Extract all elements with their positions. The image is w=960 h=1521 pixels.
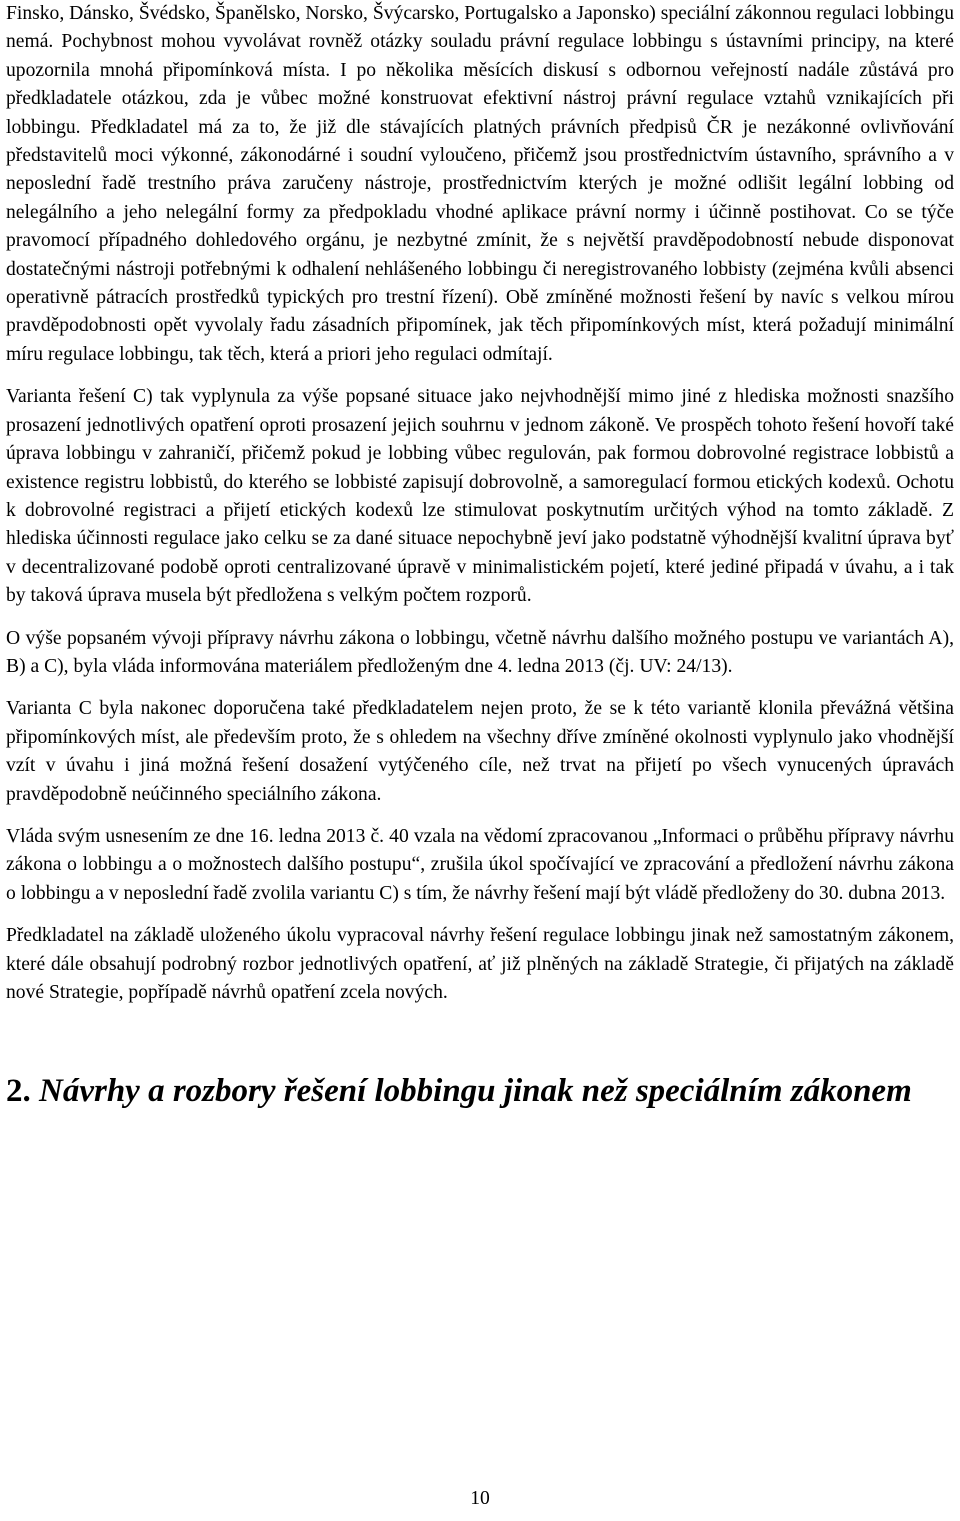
paragraph-5: Vláda svým usnesením ze dne 16. ledna 2013 č. 40 vzala na vědomí zpracovanou „Informaci o průběhu přípravy návrhu zákona o lobbingu a o možnostech dalšího postupu“, zrušila úkol spočívající ve zpracování a předložení návrhu zákona o lobbingu a v neposlední řadě zvolila variantu C) s tím, že návrhy řešení mají být vládě předloženy do 30. dubna 2013. (6, 825, 954, 904)
paragraph-1: Finsko, Dánsko, Švédsko, Španělsko, Norsko, Švýcarsko, Portugalsko a Japonsko) speciální zákonnou regulaci lobbingu nemá. Pochybnost mohou vyvolávat rovněž otázky souladu právní regulace lobbingu s ústavními principy, na které upozornila mnohá připomínková místa. I po několika měsících diskusí s odbornou veřejností nadále zůstává pro předkladatele otázkou, zda je vůbec možné konstruovat efektivní nástroj právní regulace vztahů vznikajících při lobbingu. Předkladatel má za to, že již dle stávajících platných právních předpisů ČR je nezákonné ovlivňování představitelů moci výkonné, zákonodárné i soudní vyloučeno, přičemž jsou prostřednictvím ústavního, správního a v neposlední řadě trestního práva zaručeny nástroje, prostřednictvím kterých je možné odlišit legální lobbing od nelegálního a jeho nelegální formy za předpokladu vhodné aplikace právní normy i účinně postihovat. Co se týče pravomocí případného dohledového orgánu, je nezbytné zmínit, že s největší pravděpodobností nebude disponovat dostatečnými nástroji potřebnými k odhalení nehlášeného lobbingu či neregistrovaného lobbisty (zejména kvůli absenci operativně pátracích prostředků typických pro trestní řízení). Obě zmíněné možnosti řešení by navíc s velkou mírou pravděpodobnosti opět vyvolaly řadu zásadních připomínek, jak těch připomínkových míst, která požadují minimální míru regulace lobbingu, tak těch, která a priori jeho regulaci odmítají. (6, 3, 955, 365)
section-title: Návrhy a rozbory řešení lobbingu jinak než speciálním zákonem (39, 1073, 912, 1110)
document-page (6, 0, 954, 1111)
section-heading (6, 1071, 954, 1111)
paragraph-2: Varianta řešení C) tak vyplynula za výše popsané situace jako nejvhodnější mimo jiné z hlediska možnosti snazšího prosazení jednotlivých opatření oproti prosazení jejich souhrnu v jednom zákoně. Ve prospěch tohoto řešení hovoří také úprava lobbingu v zahraničí, přičemž pokud je lobbing vůbec regulován, pak formou dobrovolné registrace lobbistů a existence registru lobbistů, do kterého se lobbisté zapisují dobrovolně, a samoregulací formou etických kodexů. Ochotu k dobrovolné registraci a přijetí etických kodexů lze stimulovat poskytnutím určitých výhod na tomto základě. Z hlediska účinnosti regulace jako celku se za dané situace nepochybně jeví jako podstatně výhodnější kvalitní úprava byť v decentralizované podobě oproti centralizované úpravě v minimalistickém pojetí, které jediné připadá v úvahu, a i tak by taková úprava musela být předložena s velkým počtem rozporů. (6, 386, 954, 607)
paragraph-4: Varianta C byla nakonec doporučena také předkladatelem nejen proto, že se k této variantě klonila převážná většina připomínkových míst, ale především proto, že s ohledem na všechny dříve zmíněné okolnosti vyplynulo jako vhodnější vzít v úvahu i jiná možná řešení dosažení vytýčeného cíle, než trvat na přijetí po všech vynucených úpravách pravděpodobně neúčinného speciálního zákona. (6, 698, 954, 805)
section-number: 2. (6, 1073, 31, 1110)
page-number: 10 (470, 1488, 490, 1509)
paragraph-3: O výše popsaném vývoji přípravy návrhu zákona o lobbingu, včetně návrhu dalšího možného postupu ve variantách A), B) a C), byla vláda informována materiálem předloženým dne 4. ledna 2013 (čj. UV: 24/13). (6, 627, 954, 677)
paragraph-6: Předkladatel na základě uloženého úkolu vypracoval návrhy řešení regulace lobbingu jinak než samostatným zákonem, které dále obsahují podrobný rozbor jednotlivých opatření, ať již plněných na základě Strategie, či přijatých na základě nové Strategie, popřípadě návrhů opatření zcela nových. (6, 925, 954, 1003)
